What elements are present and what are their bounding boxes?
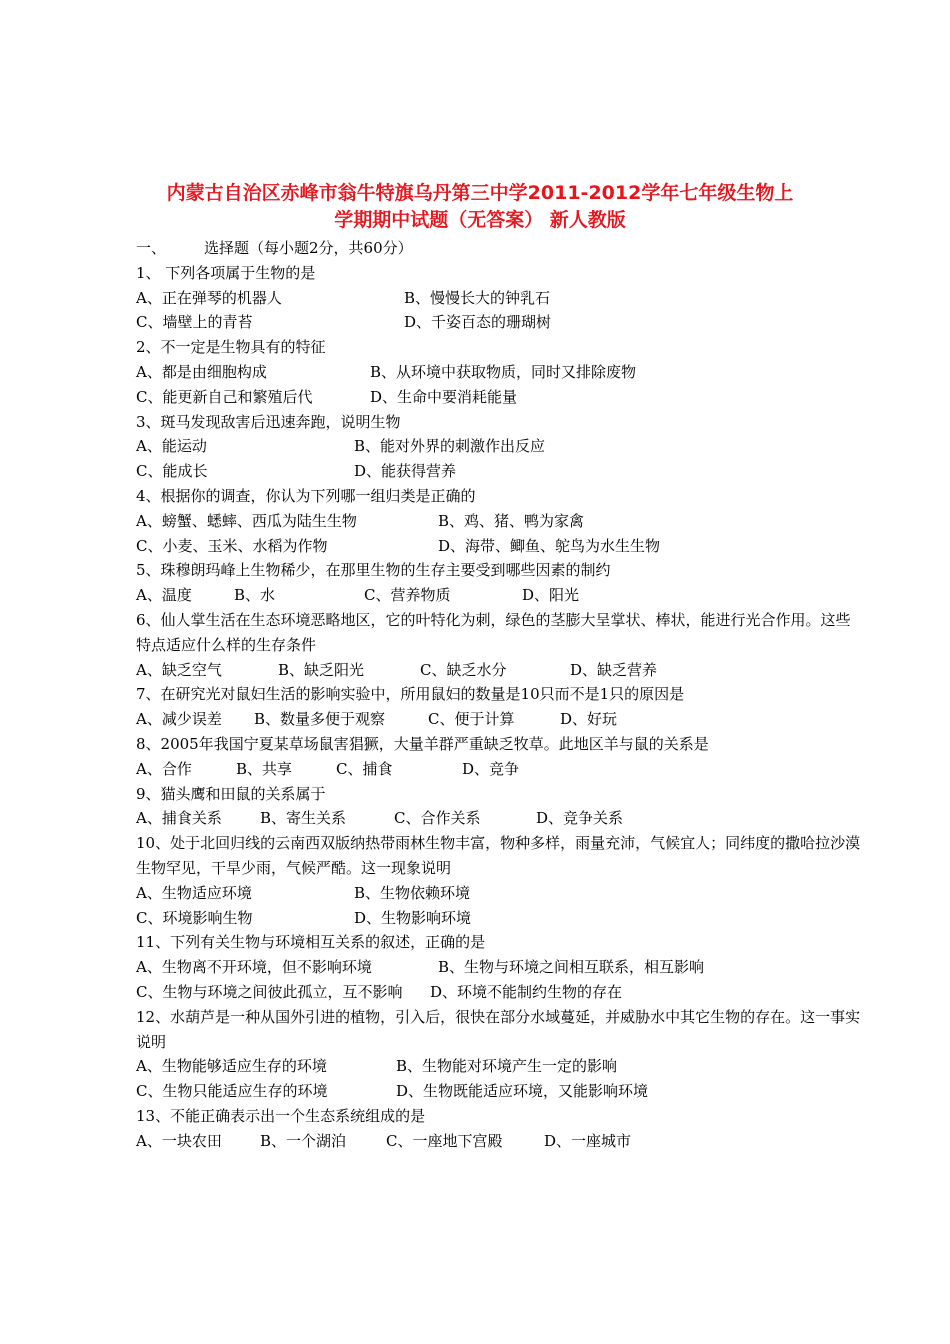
question-stem: 8、2005年我国宁夏某草场鼠害猖獗，大量羊群严重缺乏牧草。此地区羊与鼠的关系是 <box>136 734 709 753</box>
question-stem: 10、处于北回归线的云南西双版纳热带雨林生物丰富，物种多样，雨量充沛，气候宜人；同纬度的撒哈拉沙漠生物罕见，干旱少雨，气候严酷。这一现象说明 <box>136 834 861 877</box>
answer-option: C、小麦、玉米、水稻为作物 <box>136 536 328 555</box>
answer-option: A、螃蟹、蟋蟀、西瓜为陆生生物 <box>136 511 357 530</box>
option-row <box>136 1079 864 1104</box>
option-row <box>136 707 864 732</box>
answer-option: C、便于计算 <box>428 710 515 729</box>
question-stem: 5、珠穆朗玛峰上生物稀少，在那里生物的生存主要受到哪些因素的制约 <box>136 561 611 580</box>
answer-option: B、寄生关系 <box>260 809 347 828</box>
answer-option: B、能对外界的刺激作出反应 <box>354 437 546 456</box>
answer-option: C、生物与环境之间彼此孤立，互不影响 <box>136 982 403 1001</box>
option-row <box>136 459 864 484</box>
answer-option: C、生物只能适应生存的环境 <box>136 1082 328 1101</box>
answer-option: D、竞争关系 <box>536 809 624 828</box>
question-stem: 9、猫头鹰和田鼠的关系属于 <box>136 784 326 803</box>
answer-option: C、合作关系 <box>394 809 481 828</box>
answer-option: C、营养物质 <box>364 586 451 605</box>
answer-option: A、捕食关系 <box>136 809 222 828</box>
option-row <box>136 509 864 534</box>
question-stem: 13、不能正确表示出一个生态系统组成的是 <box>136 1106 426 1125</box>
answer-option: D、竞争 <box>462 759 520 778</box>
question-body <box>136 236 864 1153</box>
question-stem: 2、不一定是生物具有的特征 <box>136 338 326 357</box>
option-row <box>136 806 864 831</box>
option-row <box>136 906 864 931</box>
option-row <box>136 980 864 1005</box>
answer-option: B、生物能对环境产生一定的影响 <box>396 1057 618 1076</box>
question-stem: 12、水葫芦是一种从国外引进的植物，引入后，很快在部分水域蔓延，并威胁水中其它生物的存在。这一事实说明 <box>136 1007 861 1051</box>
answer-option: A、生物能够适应生存的环境 <box>136 1057 327 1076</box>
answer-option: B、从环境中获取物质，同时又排除废物 <box>370 362 637 381</box>
answer-option: D、阳光 <box>522 586 580 605</box>
document-title <box>120 180 840 234</box>
option-row <box>136 881 864 906</box>
answer-option: A、都是由细胞构成 <box>136 362 267 381</box>
answer-option: C、墙壁上的青苔 <box>136 313 253 332</box>
option-row <box>136 310 864 335</box>
answer-option: D、好玩 <box>560 710 618 729</box>
answer-option: A、减少误差 <box>136 710 222 729</box>
title-line-2: 学期期中试题（无答案） 新人教版 <box>334 209 626 231</box>
answer-option: A、正在弹琴的机器人 <box>136 288 282 307</box>
answer-option: D、生物影响环境 <box>354 908 472 927</box>
answer-option: C、捕食 <box>336 759 393 778</box>
answer-option: D、生物既能适应环境，又能影响环境 <box>396 1082 649 1101</box>
answer-option: C、能成长 <box>136 462 208 481</box>
answer-option: A、缺乏空气 <box>136 660 222 679</box>
answer-option: C、缺乏水分 <box>420 660 507 679</box>
answer-option: A、一块农田 <box>136 1131 222 1150</box>
option-row <box>136 757 864 782</box>
answer-option: C、一座地下宫殿 <box>386 1131 503 1150</box>
question-stem: 4、根据你的调查，你认为下列哪一组归类是正确的 <box>136 486 476 505</box>
answer-option: B、缺乏阳光 <box>278 660 365 679</box>
question-stem: 11、下列有关生物与环境相互关系的叙述，正确的是 <box>136 933 486 952</box>
option-row <box>136 1054 864 1079</box>
answer-option: B、生物依赖环境 <box>354 883 471 902</box>
question-stem: 7、在研究光对鼠妇生活的影响实验中，所用鼠妇的数量是10只而不是1只的原因是 <box>136 685 685 704</box>
question-stem: 3、斑马发现敌害后迅速奔跑，说明生物 <box>136 412 401 431</box>
answer-option: D、缺乏营养 <box>570 660 658 679</box>
section-label: 选择题（每小题2分，共60分） <box>204 239 413 257</box>
answer-option: A、温度 <box>136 586 192 605</box>
option-row <box>136 360 864 385</box>
answer-option: D、千姿百态的珊瑚树 <box>404 313 552 332</box>
option-row <box>136 434 864 459</box>
answer-option: A、生物适应环境 <box>136 883 252 902</box>
answer-option: A、能运动 <box>136 437 207 456</box>
section-number: 一、 <box>136 239 167 257</box>
answer-option: D、一座城市 <box>544 1131 632 1150</box>
answer-option: B、一个湖泊 <box>260 1131 347 1150</box>
answer-option: B、水 <box>234 586 276 605</box>
question-stem: 1、 下列各项属于生物的是 <box>136 263 316 282</box>
option-row <box>136 385 864 410</box>
answer-option: A、合作 <box>136 759 192 778</box>
answer-option: A、生物离不开环境，但不影响环境 <box>136 958 372 977</box>
answer-option: B、共享 <box>236 759 293 778</box>
answer-option: D、海带、鲫鱼、鸵鸟为水生生物 <box>438 536 661 555</box>
answer-option: B、鸡、猪、鸭为家禽 <box>438 511 585 530</box>
option-row <box>136 534 864 559</box>
option-row <box>136 286 864 311</box>
question-stem: 6、仙人掌生活在生态环境恶略地区，它的叶特化为刺，绿色的茎膨大呈掌状、棒状，能进行光合作用。这些特点适应什么样的生存条件 <box>136 610 851 654</box>
answer-option: B、生物与环境之间相互联系，相互影响 <box>438 958 705 977</box>
option-row <box>136 955 864 980</box>
option-row <box>136 583 864 608</box>
title-line-1: 内蒙古自治区赤峰市翁牛特旗乌丹第三中学2011-2012学年七年级生物上 <box>166 182 794 204</box>
option-row <box>136 658 864 683</box>
section-heading <box>136 236 864 261</box>
answer-option: D、能获得营养 <box>354 462 457 481</box>
answer-option: B、慢慢长大的钟乳石 <box>404 288 551 307</box>
answer-option: B、数量多便于观察 <box>254 710 386 729</box>
answer-option: D、环境不能制约生物的存在 <box>430 982 623 1001</box>
answer-option: C、环境影响生物 <box>136 908 253 927</box>
option-row <box>136 1129 864 1154</box>
answer-option: D、生命中要消耗能量 <box>370 387 518 406</box>
answer-option: C、能更新自己和繁殖后代 <box>136 387 313 406</box>
